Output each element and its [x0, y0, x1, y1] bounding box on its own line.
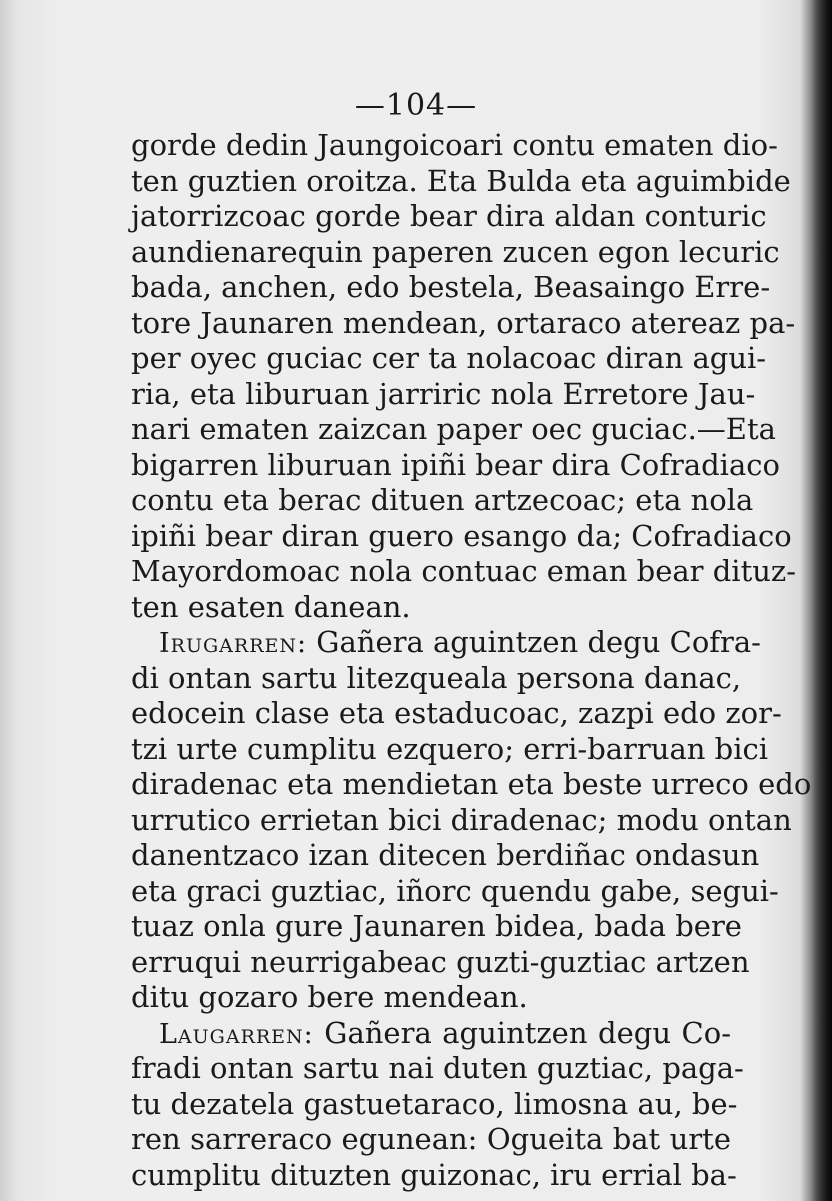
text-line: gorde dedin Jaungoicoari contu ematen dio-	[131, 128, 778, 162]
paragraph-start-line	[131, 1016, 731, 1052]
text-line: di ontan sartu litezqueala persona danac,	[131, 660, 742, 695]
body-text	[131, 128, 812, 1193]
text-line: eta graci guztiac, iñorc quendu gabe, segui-	[131, 873, 779, 908]
spine-shadow	[812, 0, 832, 1201]
section-lead-irugarren: Irugarren:	[159, 628, 308, 659]
text-line: ten esaten danean.	[131, 589, 411, 624]
text-line: bigarren liburuan ipiñi bear dira Cofradiaco	[131, 447, 780, 482]
text-line: edocein clase eta estaducoac, zazpi edo zor-	[131, 696, 782, 730]
text-line: ditu gozaro bere mendean.	[131, 980, 528, 1014]
text-line: cumplitu dituzten guizonac, iru errial ba-	[131, 1157, 737, 1192]
text-line: nari ematen zaizcan paper oec guciac.—Eta	[131, 412, 776, 446]
text-line: ria, eta liburuan jarriric nola Erretore Jau-	[131, 376, 756, 411]
text-line: fradi ontan sartu nai duten guztiac, paga-	[131, 1051, 744, 1085]
text-line: erruqui neurrigabeac guzti-guztiac artzen	[131, 944, 750, 979]
paragraph-start-line	[131, 625, 761, 661]
text-line: tzi urte cumplitu ezquero; erri-barruan bici	[131, 731, 768, 766]
text-line: tore Jaunaren mendean, ortaraco atereaz pa-	[131, 305, 796, 340]
text-line-rest: Gañera aguintzen degu Cofra-	[307, 625, 761, 659]
text-line: per oyec guciac cer ta nolacoac diran agui-	[131, 341, 767, 375]
text-line: ren sarreraco egunean: Ogueita bat urte	[131, 1122, 731, 1156]
text-line-rest: Gañera aguintzen degu Co-	[313, 1015, 731, 1050]
text-line: ten guztien oroitza. Eta Bulda eta aguimbide	[131, 163, 791, 198]
text-line: tu dezatela gastuetaraco, limosna au, be-	[131, 1086, 738, 1121]
section-lead-laugarren: Laugarren:	[159, 1018, 314, 1050]
text-line: aundienarequin paperen zucen egon lecuric	[131, 234, 780, 269]
text-line: danentzaco izan ditecen berdiñac ondasun	[131, 838, 760, 872]
text-line: urrutico errietan bici diradenac; modu ontan	[131, 802, 792, 837]
text-line: jatorrizcoac gorde bear dira aldan conturic	[131, 199, 767, 233]
page-number: —104—	[354, 88, 478, 123]
text-line: Mayordomoac nola contuac eman bear dituz-	[131, 554, 796, 588]
text-line: bada, anchen, edo bestela, Beasaingo Erre-	[131, 270, 771, 304]
text-line: diradenac eta mendietan eta beste urreco edo	[131, 767, 812, 801]
text-line: ipiñi bear diran guero esango da; Cofradiaco	[131, 518, 792, 553]
text-line: tuaz onla gure Jaunaren bidea, bada bere	[131, 909, 742, 943]
text-line: contu eta berac dituen artzecoac; eta nola	[131, 483, 754, 517]
